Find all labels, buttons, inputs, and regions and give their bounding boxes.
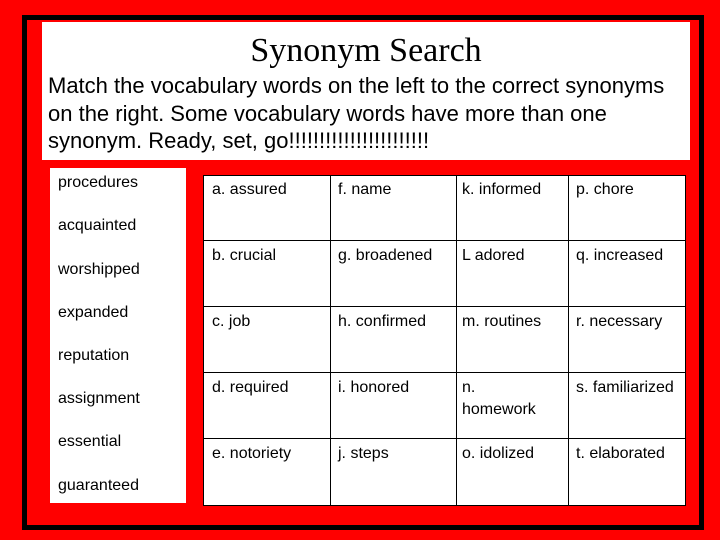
synonym-cell: p. chore: [576, 181, 634, 198]
synonym-cell: q. increased: [576, 247, 664, 264]
synonym-cell: a. assured: [212, 181, 287, 198]
vocab-word: procedures: [58, 174, 139, 191]
synonym-cell: m. routines: [462, 313, 542, 330]
grid-divider: [330, 176, 331, 505]
vocab-word: reputation: [58, 347, 130, 364]
synonym-cell: c. job: [212, 313, 251, 330]
synonym-cell: r. necessary: [576, 313, 663, 330]
instructions-text: Match the vocabulary words on the left to the correct synonyms on the right. Some vocabulary words have more than one synonym. Ready, set, go!!!!!!!!!!!!!!!!!!!!!!!: [48, 73, 665, 153]
synonym-cell: n. homework: [462, 379, 536, 418]
synonym-cell: b. crucial: [212, 247, 277, 264]
synonym-cell: e. notoriety: [212, 445, 292, 462]
synonym-cell: f. name: [338, 181, 392, 198]
vocabulary-list: [50, 168, 186, 503]
synonym-cell: d. required: [212, 379, 289, 396]
vocab-word: essential: [58, 433, 122, 450]
synonym-cell: j. steps: [338, 445, 389, 462]
grid-divider: [204, 240, 685, 241]
page-title: Synonym Search: [250, 32, 482, 69]
synonym-cell: g. broadened: [338, 247, 433, 264]
synonym-cell: s. familiarized: [576, 379, 674, 396]
grid-divider: [204, 372, 685, 373]
synonym-cell: h. confirmed: [338, 313, 427, 330]
synonym-table: [203, 175, 686, 506]
synonym-cell: o. idolized: [462, 445, 535, 462]
header-panel: [42, 22, 690, 160]
vocab-word: assignment: [58, 390, 140, 407]
synonym-cell: L adored: [462, 247, 525, 264]
grid-divider: [568, 176, 569, 505]
vocab-word: guaranteed: [58, 477, 139, 494]
grid-divider: [204, 438, 685, 439]
vocab-word: acquainted: [58, 217, 137, 234]
vocab-word: worshipped: [58, 261, 140, 278]
grid-divider: [456, 176, 457, 505]
synonym-cell: k. informed: [462, 181, 542, 198]
synonym-cell: t. elaborated: [576, 445, 665, 462]
synonym-cell: i. honored: [338, 379, 410, 396]
vocab-word: expanded: [58, 304, 129, 321]
grid-divider: [204, 306, 685, 307]
